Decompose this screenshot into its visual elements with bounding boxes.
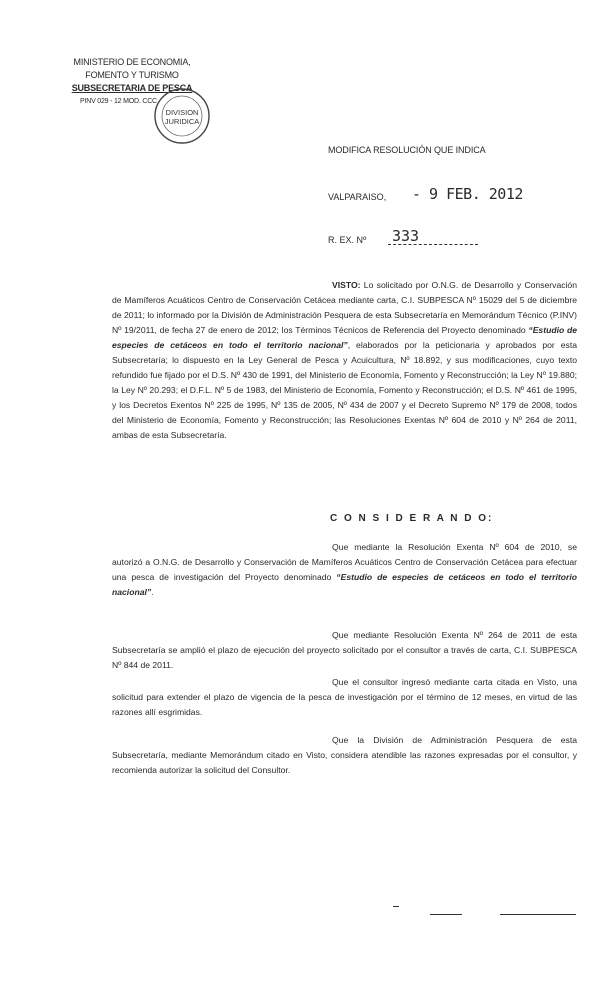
considerando-1 [112, 540, 577, 600]
stamp-line-1: DIVISION [165, 108, 199, 117]
resolution-subject: MODIFICA RESOLUCIÓN QUE INDICA [328, 145, 486, 155]
rex-label: R. EX. Nº [328, 235, 367, 245]
ministry-line-1: MINISTERIO DE ECONOMIA, [73, 57, 191, 67]
ministry-line-3: SUBSECRETARIA DE PESCA [71, 83, 193, 93]
signature-mark [393, 906, 399, 907]
visto-paragraph [112, 278, 577, 443]
considerando-3-paragraph: Que el consultor ingresó mediante carta citada en Visto, una solicitud para extender el plazo de vigencia de la pesca de investigación por el término de 12 meses, en virtud de las razones allí esgrimidas. [112, 677, 577, 717]
rex-underline [388, 244, 478, 245]
signature-line-left [430, 914, 462, 915]
considerando-2-paragraph: Que mediante Resolución Exenta Nº 264 de 2011 de esta Subsecretaría se amplió el plazo de ejecución del proyecto solicitado por el consultor a través de carta, C.I. SUBPESCA Nº 844 de 2011. [112, 630, 577, 670]
c1-project-title: “Estudio de especies de cetáceos en todo el territorio nacional” [112, 572, 577, 597]
stamp-line-2: JURIDICA [164, 117, 200, 126]
considerando-4 [112, 733, 577, 778]
place-label: VALPARAISO, [328, 192, 387, 202]
reference-code: PINV 029 - 12 MOD. CCC [80, 98, 157, 105]
considerando-heading: C O N S I D E R A N D O: [330, 513, 494, 524]
visto-project-title: “Estudio de especies de cetáceos en todo el territorio nacional” [112, 325, 577, 350]
considerando-2 [112, 628, 577, 673]
visto-text-a: Lo solicitado por O.N.G. de Desarrollo y Conservación de Mamíferos Acuáticos Centro de Conservación Cetácea mediante carta, C.I. SUBPESCA Nº 15029 del 5 de diciembre de 2011; lo informado por la División de Administración Pesquera de esta Subsecretaría en Memorándum Técnico (P.INV) Nº 19/2011, de fecha 27 de enero de 2012; los Términos Técnicos de Referencia del Proyecto denominado [112, 280, 577, 335]
visto-label: VISTO: [332, 280, 361, 290]
considerando-1-paragraph [112, 540, 577, 600]
visto-section [112, 278, 577, 443]
c1-text-b: . [151, 587, 154, 597]
rex-number: 333 [392, 227, 420, 245]
juridica-stamp [150, 84, 214, 148]
resolution-date: - 9 FEB. 2012 [412, 185, 523, 203]
c1-text-a: Que mediante la Resolución Exenta Nº 604 de 2010, se autorizó a O.N.G. de Desarrollo y Conservación de Mamíferos Acuáticos Centro de Conservación Cetácea para efectuar una pesca de investigación del Proyecto denominado [112, 542, 577, 582]
considerando-3 [112, 675, 577, 720]
considerando-4-paragraph: Que la División de Administración Pesquera de esta Subsecretaría, mediante Memorándum citado en Visto, considera atendible las razones expresadas por el consultor, y recomienda autorizar la solicitud del Consultor. [112, 735, 577, 775]
visto-text-b: , elaborados por la peticionaria y aprobados por esta Subsecretaría; lo dispuesto en la Ley General de Pesca y Acuicultura, Nº 18.892, y sus modificaciones, cuyo texto refundido fue fijado por el D.S. Nº 430 de 1991, del Ministerio de Economía, Fomento y Reconstrucción; la Ley Nº 19.880; la Ley Nº 20.293; el D.F.L. Nº 5 de 1983, del Ministerio de Economía, Fomento y Reconstrucción; el D.S. Nº 461 de 1995, y los Decretos Exentos Nº 225 de 1995, Nº 135 de 2005, Nº 434 de 2007 y el Decreto Supremo Nº 179 de 2008, todos del Ministerio de Economía, Fomento y Reconstrucción; las Resoluciones Exentas Nº 604 de 2010 y Nº 264 de 2011, ambas de esta Subsecretaría. [112, 340, 577, 440]
signature-line-right [500, 914, 576, 915]
ministry-line-2: FOMENTO Y TURISMO [85, 70, 179, 80]
